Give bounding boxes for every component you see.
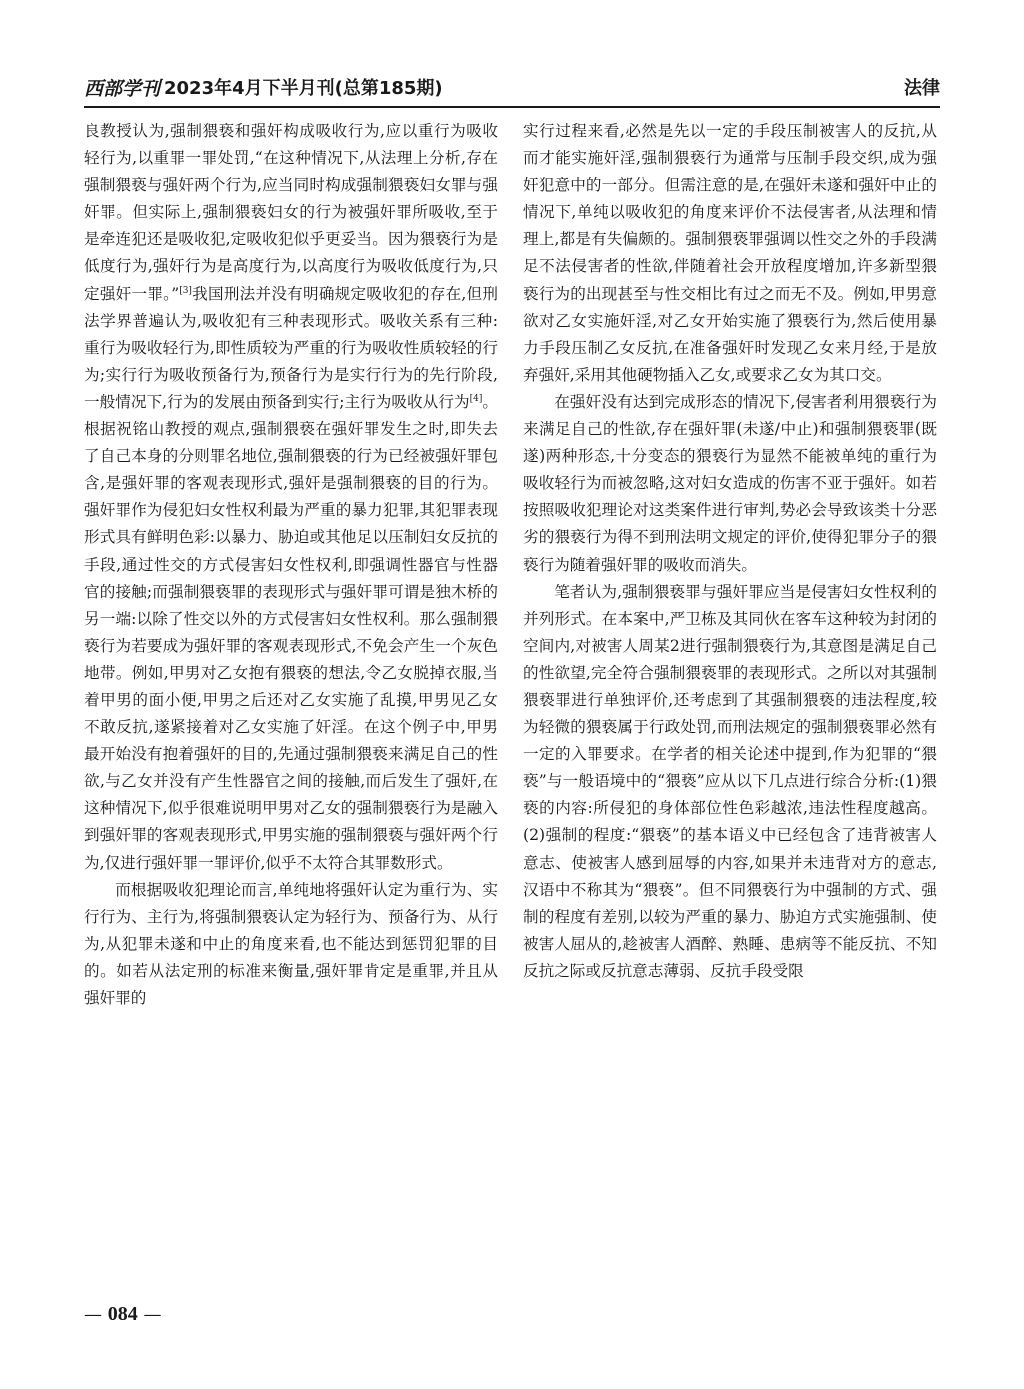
text-span: 。根据祝铭山教授的观点,强制猥亵在强奸罪发生之时,即失去了自己本身的分则罪名地位,强制猥亵的行为已经被强奸罪包含,是强奸罪的客观表现形式,强奸是强制猥亵的目的行为。强奸罪作为侵犯妇女性权利最为严重的暴力犯罪,其犯罪表现形式具有鲜明色彩:以暴力、胁迫或其他足以压制妇女反抗的手段,通过性交的方式侵害妇女性权利,即强调性器官与性器官的接触;而强制猥亵罪的表现形式与强奸罪可谓是独木桥的另一端:以除了性交以外的方式侵害妇女性权利。那么强制猥亵行为若要成为强奸罪的客观表现形式,不免会产生一个灰色地带。例如,甲男对乙女抱有猥亵的想法,令乙女脱掉衣服,当着甲男的面小便,甲男之后还对乙女实施了乱摸,甲男见乙女不敢反抗,遂紧接着对乙女实施了奸淫。在这个例子中,甲男最开始没有抱着强奸的目的,先通过强制猥亵来满足自己的性欲,与乙女并没有产生性器官之间的接触,而后发生了强奸,在这种情况下,似乎很难说明甲男对乙女的强制猥亵行为是融入到强奸罪的客观表现形式,甲男实施的强制猥亵与强奸两个行为,仅进行强奸罪一罪评价,似乎不太符合其罪数形式。 [84, 392, 498, 872]
left-paragraph-2: 而根据吸收犯理论而言,单纯地将强奸认定为重行为、实行行为、主行为,将强制猥亵认定为轻行为、预备行为、从行为,从犯罪未遂和中止的角度来看,也不能达到惩罚犯罪的目的。如若从法定刑的标准来衡量,强奸罪肯定是重罪,并且从强奸罪的 [84, 880, 498, 1007]
left-column [84, 118, 498, 1012]
page-number: 084 [107, 1303, 138, 1325]
left-paragraph-1 [84, 118, 498, 877]
citation-ref: [3] [179, 285, 192, 296]
citation-ref: [4] [469, 393, 483, 404]
right-paragraph-3: 笔者认为,强制猥亵罪与强奸罪应当是侵害妇女性权利的并列形式。在本案中,严卫栋及其同伙在客车这种较为封闭的空间内,对被害人周某2进行强制猥亵行为,其意图是满足自己的性欲望,完全符合强制猥亵罪的表现形式。之所以对其强制猥亵罪进行单独评价,还考虑到了其强制猥亵的违法程度,较为轻微的猥亵属于行政处罚,而刑法规定的强制猥亵罪必然有一定的入罪要求。在学者的相关论述中提到,作为犯罪的“猥亵”与一般语境中的“猥亵”应从以下几点进行综合分析:(1)猥亵的内容:所侵犯的身体部位性色彩越浓,违法性程度越高。(2)强制的程度:“猥亵”的基本语义中已经包含了违背被害人意志、使被害人感到屈辱的内容,如果并未违背对方的意志,汉语中不称其为“猥亵”。但不同猥亵行为中强制的方式、强制的程度有差别,以较为严重的暴力、胁迫方式实施强制、使被害人屈从的,趁被害人酒醉、熟睡、患病等不能反抗、不知反抗之际或反抗意志薄弱、反抗手段受限 [523, 582, 937, 980]
page-footer [84, 1303, 161, 1326]
issue-info: 2023年4月下半月刊(总第185期) [164, 78, 443, 99]
section-title: 法律 [904, 78, 940, 99]
dash-right: — [137, 1304, 162, 1325]
text-span: 我国刑法并没有明确规定吸收犯的存在,但刑法学界普遍认为,吸收犯有三种表现形式。吸收关系有三种:重行为吸收轻行为,即性质较为严重的行为吸收性质较轻的行为;实行行为吸收预备行为,预备行为是实行行为的先行阶段,一般情况下,行为的发展由预备到实行;主行为吸收从行为 [84, 284, 498, 411]
right-column [523, 118, 937, 985]
page-header [84, 70, 940, 108]
right-paragraph-2: 在强奸没有达到完成形态的情况下,侵害者利用猥亵行为来满足自己的性欲,存在强奸罪(未遂/中止)和强制猥亵罪(既遂)两种形态,十分变态的猥亵行为显然不能被单纯的重行为吸收轻行为而被忽略,这对妇女造成的伤害不亚于强奸。如若按照吸收犯理论对这类案件进行审判,势必会导致该类十分恶劣的猥亵行为得不到刑法明文规定的评价,使得犯罪分子的猥亵行为随着强奸罪的吸收而消失。 [523, 392, 937, 574]
journal-logo: 西部学刊 [84, 78, 161, 100]
dash-left: — [84, 1304, 108, 1325]
text-span: 良教授认为,强制猥亵和强奸构成吸收行为,应以重行为吸收轻行为,以重罪一罪处罚,“在这种情况下,从法理上分析,存在强制猥亵与强奸两个行为,应当同时构成强制猥亵妇女罪与强奸罪。但实际上,强制猥亵妇女的行为被强奸罪所吸收,至于是牵连犯还是吸收犯,定吸收犯似乎更妥当。因为猥亵行为是低度行为,强奸行为是高度行为,以高度行为吸收低度行为,只定强奸一罪。” [84, 122, 498, 303]
right-paragraph-1: 实行过程来看,必然是先以一定的手段压制被害人的反抗,从而才能实施奸淫,强制猥亵行为通常与压制手段交织,成为强奸犯意中的一部分。但需注意的是,在强奸未遂和强奸中止的情况下,单纯以吸收犯的角度来评价不法侵害者,从法理和情理上,都是有失偏颇的。强制猥亵罪强调以性交之外的手段满足不法侵害者的性欲,伴随着社会开放程度增加,许多新型猥亵行为的出现甚至与性交相比有过之而无不及。例如,甲男意欲对乙女实施奸淫,对乙女开始实施了猥亵行为,然后使用暴力手段压制乙女反抗,在准备强奸时发现乙女来月经,于是放弃强奸,采用其他硬物插入乙女,或要求乙女为其口交。 [523, 122, 937, 384]
